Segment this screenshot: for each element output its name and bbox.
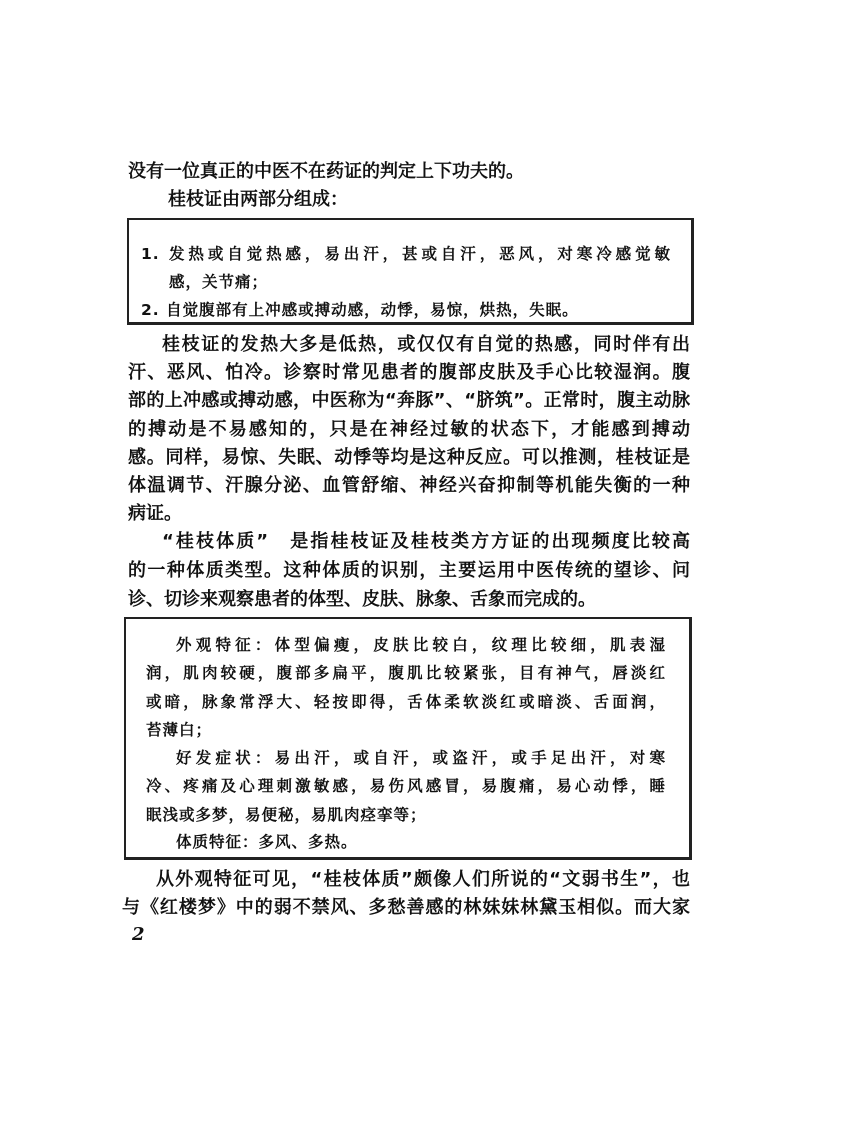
box-line: 好发症状：易出汗，或自汗，或盗汗，或手足出汗，对寒 xyxy=(176,749,666,767)
intro-line: 桂枝证由两部分组成： xyxy=(168,189,348,210)
paragraph-line: 桂枝证的发热大多是低热，或仅仅有自觉的热感，同时伴有出 xyxy=(162,334,690,355)
paragraph-line: 与《红楼梦》中的弱不禁风、多愁善感的林妹妹林黛玉相似。而大家 xyxy=(122,897,690,918)
box-line: 眠浅或多梦，易便秘，易肌肉痉挛等； xyxy=(146,806,427,824)
gui-zhi-constitution-box xyxy=(124,617,692,860)
box-line: 外观特征：体型偏瘦，皮肤比较白，纹理比较细，肌表湿 xyxy=(176,636,666,654)
intro-line: 没有一位真正的中医不在药证的判定上下功夫的。 xyxy=(128,161,524,182)
paragraph-line: 的搏动是不易感知的，只是在神经过敏的状态下，才能感到搏动 xyxy=(128,419,690,440)
box-line: 体质特征：多风、多热。 xyxy=(176,833,358,851)
box-line: 或暗，脉象常浮大、轻按即得，舌体柔软淡红或暗淡、舌面润， xyxy=(146,693,666,711)
paragraph-line: 的一种体质类型。这种体质的识别，主要运用中医传统的望诊、问 xyxy=(128,560,690,581)
box-line: 苔薄白； xyxy=(146,721,213,739)
box-line: 感，关节痛； xyxy=(169,273,269,291)
paragraph-line: 部的上冲感或搏动感，中医称为“奔豚”、“脐筑”。正常时，腹主动脉 xyxy=(128,390,690,411)
gui-zhi-syndrome-box xyxy=(127,218,694,325)
box-line: 润，肌肉较硬，腹部多扁平，腹肌比较紧张，目有神气，唇淡红 xyxy=(146,664,666,682)
box-line: 1. 发热或自觉热感，易出汗，甚或自汗，恶风，对寒冷感觉敏 xyxy=(141,245,671,263)
paragraph-line: 病证。 xyxy=(128,503,182,524)
page-number: 2 xyxy=(132,924,145,945)
paragraph-line: 汗、恶风、怕冷。诊察时常见患者的腹部皮肤及手心比较湿润。腹 xyxy=(128,362,690,383)
paragraph-line: 诊、切诊来观察患者的体型、皮肤、脉象、舌象而完成的。 xyxy=(128,589,596,610)
paragraph-line: 感。同样，易惊、失眠、动悸等均是这种反应。可以推测，桂枝证是 xyxy=(128,447,690,468)
box-line: 冷、疼痛及心理刺激敏感，易伤风感冒，易腹痛，易心动悸，睡 xyxy=(146,777,666,795)
paragraph-line: 从外观特征可见，“桂枝体质”颇像人们所说的“文弱书生”，也 xyxy=(156,869,690,890)
box-line: 2. 自觉腹部有上冲感或搏动感，动悸，易惊，烘热，失眠。 xyxy=(141,301,579,319)
paragraph-line: 体温调节、汗腺分泌、血管舒缩、神经兴奋抑制等机能失衡的一种 xyxy=(128,475,690,496)
paragraph-line: “桂枝体质” 是指桂枝证及桂枝类方方证的出现频度比较高 xyxy=(162,531,690,552)
